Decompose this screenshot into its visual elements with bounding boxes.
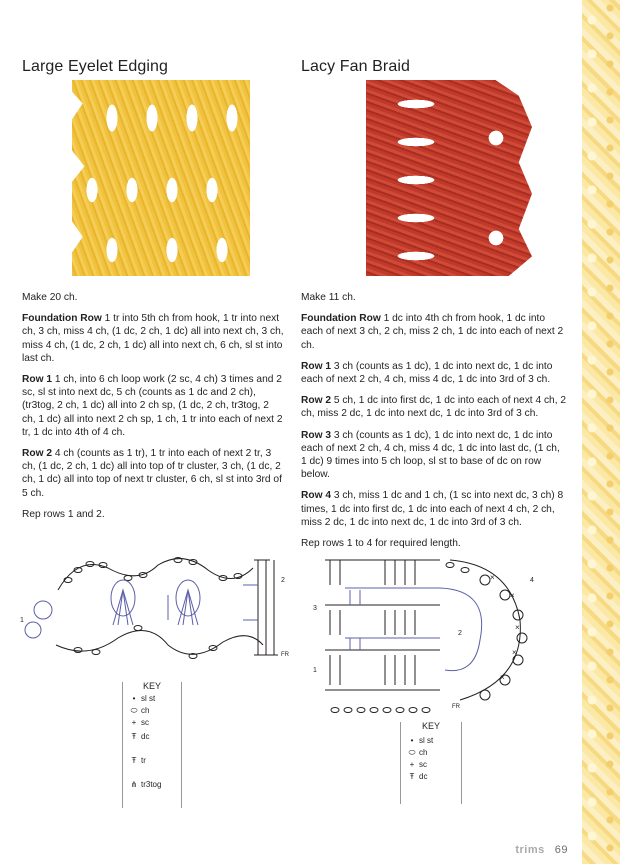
page-footer xyxy=(515,844,568,856)
ch-symbol-icon: ⬭ xyxy=(130,706,138,715)
right-row-0: Foundation Row 1 dc into 4th ch from hook, 1 dc into each of next 3 ch, 2 ch, miss 2 ch, 1 dc into each of next 2 ch. xyxy=(301,313,564,351)
section-name: trims xyxy=(515,844,545,856)
right-key-sc: + sc xyxy=(405,760,457,772)
right-diagram-fr: FR xyxy=(452,704,460,710)
page-number: 69 xyxy=(554,844,568,856)
slst-symbol-icon: • xyxy=(132,694,136,703)
eyelet-chart-diagram xyxy=(18,550,300,675)
right-key-slst: • sl st xyxy=(405,736,457,748)
svg-text:×: × xyxy=(512,648,517,657)
svg-text:×: × xyxy=(515,623,520,632)
left-key-slst: • sl st xyxy=(127,694,177,706)
right-diagram-row1: 1 xyxy=(313,667,317,674)
right-key xyxy=(400,722,462,804)
right-key-ch: ⬭ ch xyxy=(405,748,457,760)
tr-symbol-icon: Ŧ xyxy=(131,756,137,765)
left-row-1: Row 1 1 ch, into 6 ch loop work (2 sc, 4 ch) 3 times and 2 sc, sl st into next dc, 5 ch (counts as 1 dc and 2 ch), (tr3tog, 2 ch, 1 dc) all into 2 ch sp, (1 dc, 2 ch, tr3tog, 2 ch, 1 dc) all into next 2 ch sp, 1 ch, 1 tr into each of next 2 tr, 1 dc into 4th of 4 ch. xyxy=(22,374,283,438)
right-key-title: KEY xyxy=(421,721,440,731)
left-row-0: Foundation Row 1 tr into 5th ch from hook, 1 tr into next ch, 3 ch, miss 4 ch, (1 dc, 2 ch, 1 dc) all into next ch, 3 ch, miss 4 ch, (1 dc, 2 ch, 1 dc) all into next ch, 6 ch, sl st into last ch. xyxy=(22,313,284,364)
left-key-sc: + sc xyxy=(127,718,177,732)
left-diagram-fr: FR xyxy=(281,652,289,658)
right-title: Lacy Fan Braid xyxy=(301,58,411,75)
eyelet-edging-photo xyxy=(72,80,250,276)
right-diagram-row2: 2 xyxy=(458,630,462,637)
right-rep: Rep rows 1 to 4 for required length. xyxy=(301,538,461,550)
floral-border xyxy=(582,0,620,864)
left-rep: Rep rows 1 and 2. xyxy=(22,508,105,520)
tr3tog-symbol-icon: ⋔ xyxy=(130,780,138,789)
right-make: Make 11 ch. xyxy=(301,292,356,303)
right-row-2: Row 2 5 ch, 1 dc into first dc, 1 dc into each of next 4 ch, 2 ch, miss 2 dc, 1 dc into next dc, 1 dc into 3rd of 3 ch. xyxy=(301,395,567,420)
fan-braid-chart-diagram xyxy=(310,550,550,725)
left-key-tr3tog: ⋔ tr3tog xyxy=(127,780,177,806)
ch-symbol-icon: ⬭ xyxy=(408,748,416,757)
right-key-dc: Ŧ dc xyxy=(405,772,457,790)
sc-symbol-icon: + xyxy=(409,760,415,769)
right-instructions xyxy=(301,291,567,558)
left-key-title: KEY xyxy=(142,681,161,691)
svg-text:×: × xyxy=(510,591,515,600)
fan-braid-photo xyxy=(366,80,532,276)
left-title: Large Eyelet Edging xyxy=(22,58,169,75)
left-make: Make 20 ch. xyxy=(22,292,78,303)
left-key-dc: Ŧ dc xyxy=(127,732,177,754)
left-row-2: Row 2 4 ch (counts as 1 tr), 1 tr into each of next 2 tr, 3 ch, (1 dc, 2 ch, 1 dc) all into top of tr cluster, 3 ch, (1 dc, 2 ch, 1 dc) all into top of next tr cluster, 6 ch, sl st into 3rd of 5 ch. xyxy=(22,448,282,499)
left-instructions xyxy=(22,291,284,529)
right-row-3: Row 3 3 ch (counts as 1 dc), 1 dc into next dc, 1 dc into each of next 2 ch, 4 ch, miss 4 dc, 1 dc into last dc, (1 ch, 1 dc) 9 times into 5 ch loop, sl st to base of dc on row below. xyxy=(301,429,560,481)
dc-symbol-icon: Ŧ xyxy=(131,732,137,741)
right-row-4: Row 4 3 ch, miss 1 dc and 1 ch, (1 sc into next dc, 3 ch) 8 times, 1 dc into first dc, 1 dc into each of next 4 ch, 2 ch, miss 2 dc, 1 dc into next dc, 1 dc into 3rd of 3 ch. xyxy=(301,490,564,528)
svg-text:×: × xyxy=(500,673,505,682)
right-diagram-row4: 4 xyxy=(530,577,534,584)
left-diagram-row2: 2 xyxy=(281,577,285,584)
left-key-ch: ⬭ ch xyxy=(127,706,177,718)
sc-symbol-icon: + xyxy=(131,718,137,727)
left-diagram-row1: 1 xyxy=(20,617,24,624)
left-key xyxy=(122,682,182,808)
dc-symbol-icon: Ŧ xyxy=(409,772,415,781)
svg-text:×: × xyxy=(490,573,495,582)
right-diagram-row3: 3 xyxy=(313,605,317,612)
slst-symbol-icon: • xyxy=(410,736,414,745)
right-row-1: Row 1 3 ch (counts as 1 dc), 1 dc into next dc, 1 dc into each of next 2 ch, 4 ch, miss 4 dc, 1 dc into 3rd of 3 ch. xyxy=(301,360,553,386)
left-key-tr: Ŧ tr xyxy=(127,754,177,780)
